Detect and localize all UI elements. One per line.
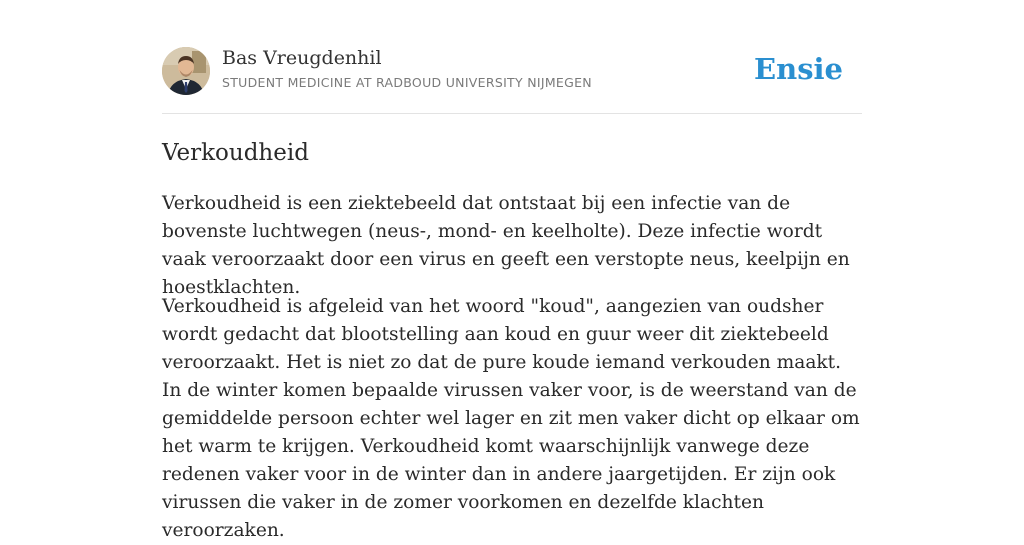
page-container xyxy=(162,0,862,541)
author-avatar[interactable] xyxy=(162,47,210,95)
author-header xyxy=(162,0,862,114)
article-title: Verkoudheid xyxy=(162,140,309,166)
avatar-photo xyxy=(162,47,210,95)
article-paragraph-1: Verkoudheid is een ziektebeeld dat ontstaat bij een infectie van de bovenste luchtwegen (neus-, mond- en keelholte). Deze infectie wordt vaak veroorzaakt door een virus en geeft een verstopte neus, keelpijn en hoestklachten. xyxy=(162,193,850,298)
author-subtitle: STUDENT MEDICINE AT RADBOUD UNIVERSITY NIJMEGEN xyxy=(222,75,592,90)
article-paragraph-2: Verkoudheid is afgeleid van het woord "koud", aangezien van oudsher wordt gedacht dat blootstelling aan koud en guur weer dit ziektebeeld veroorzaakt. Het is niet zo dat de pure koude iemand verkouden maakt. In de winter komen bepaalde virussen vaker voor, is de weerstand van de gemiddelde persoon echter wel lager en zit men vaker dicht op elkaar om het warm te krijgen. Verkoudheid komt waarschijnlijk vanwege deze redenen vaker voor in de winter dan in andere jaargetijden. Er zijn ook virussen die vaker in de zomer voorkomen en dezelfde klachten veroorzaken. xyxy=(162,296,860,541)
author-name[interactable]: Bas Vreugdenhil xyxy=(222,47,382,69)
ensie-logo[interactable]: Ensie xyxy=(754,52,843,86)
